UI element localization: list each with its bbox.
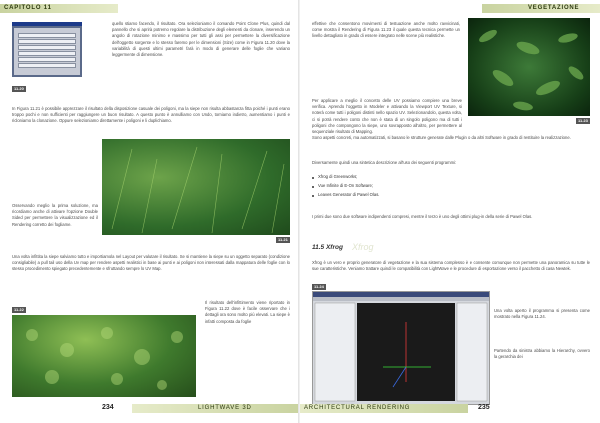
left-page-number: 234 bbox=[102, 404, 114, 411]
bullet-item: Xfrog di Greenworks; bbox=[318, 174, 358, 179]
left-header-title: CAPITOLO 11 bbox=[4, 5, 52, 11]
hedge-render-icon bbox=[12, 315, 196, 397]
right-paragraph-4: Diversamente quindi una sintetica descrizione all'uso dei seguenti programmi: bbox=[312, 160, 457, 165]
left-paragraph-3: Osservando meglio la prima soluzione, ma ricordiamo anche di attivare l'opzione Double Sided per permettere la visualizzazione ed il Rendering corretto dei fogliame. bbox=[12, 203, 98, 227]
xfrog-software-screenshot-icon bbox=[313, 292, 489, 404]
grass-render-icon bbox=[102, 139, 290, 235]
right-footer-title: ARCHITECTURAL RENDERING bbox=[304, 405, 411, 411]
right-paragraph-1: effettive che consentono movimenti di testuazione anche molto ravvicinati, come mostra il Rendering di Figura 11.23 il quale questa tecnica permette un livello dettagliato in grado di essere integrato nelle scene più realistiche. bbox=[312, 21, 460, 39]
right-page-number: 235 bbox=[478, 404, 490, 411]
bullet-dot bbox=[312, 195, 314, 197]
right-paragraph-8: Partendo da sinistra abbiamo la Hierarchy, ovvero la gerarchia dei bbox=[494, 348, 590, 360]
right-page bbox=[300, 0, 600, 423]
left-paragraph-2: In Figura 11.21 è possibile apprezzare il risultato della disposizione casuale dei poligoni, ma la siepe non risulta abbastanza fitta poiché i punti erano troppo pochi e non sufficienti per raggiungere un buon risultato. A questo punto è annulliamo con Undo, torniamo indietro, aumentiamo i punti e ricloniamo la clonazione. Oppure selezioniamo direttamente i poligoni e li duplichiamo. bbox=[12, 106, 290, 124]
bullet-item: Leaves Generator di Pawel Olas. bbox=[318, 192, 380, 197]
figure-11-21-grass bbox=[102, 139, 290, 235]
bullet-dot bbox=[312, 186, 314, 188]
figure-11-20-ui-dialog bbox=[12, 22, 82, 77]
right-paragraph-3: Sono aspetti concreti, ma automatizzati, si basano le strutture generate dalle Plugin o da altri Software in grado di restituire la realizzazione. bbox=[312, 135, 571, 140]
figure-label-11-23: 11.23 bbox=[578, 118, 588, 123]
section-heading-11-5 bbox=[312, 243, 452, 252]
right-paragraph-5: I primi due sono due software indipendenti compresi, mentre il terzo è uno degli ottimi plug-in della serie di Pawel Olas. bbox=[312, 214, 533, 219]
right-paragraph-6: Xfrog è un vero e proprio generatore di vegetazione e la sua sistema complesso è e consente comunque non permette una panoramica su tutte le sue caratteristiche. Veniamo trattare quindi le compatibilità con LightWave e le procedure di esportazione verso il pacchetto di casa Newtek. bbox=[312, 260, 590, 272]
left-footer-title: LIGHTWAVE 3D bbox=[198, 405, 252, 411]
figure-label-11-22: 11.22 bbox=[14, 307, 24, 312]
bullet-item: Vue Infinite di E-On Software; bbox=[318, 183, 374, 188]
right-header-title: VEGETAZIONE bbox=[528, 5, 580, 11]
figure-label-11-20: 11.20 bbox=[14, 86, 24, 91]
left-paragraph-1: quello stiamo facendo, il risultato. Ora selezioniamo il comando Point Clone Plus, quindi dal pannello che si aprirà potremo regolare la distribuzione degli elementi da clonare, inserendo un angolo di rotazione minimo e massimo per tutti gli assi per permettere la diversificazione dell'oggetto sorgente e lo stesso faremo per le dimensioni (Size) come in Figura 11.20 dove la variabilità di questi ultimi parametri farà in modo di generare delle foglie che variano leggermente di dimensione. bbox=[112, 21, 290, 58]
figure-label-11-24: 11.24 bbox=[314, 284, 324, 289]
figure-label-11-21: 11.21 bbox=[278, 237, 288, 242]
right-paragraph-2: Per applicare a meglio il concetto delle UV possiamo compiere una breve verifica. Aprendo l'oggetto in Modeler e attivando la Viewport UV Texture, si noterà come tutti i poligoni distinti nello spazio UV. Selezionandolo, questa volta, ci si potrà rendere conto che non è stata di un singolo poligono ma di tutti i poligoni che compongono la siepe, uno sovrapposto all'altro, per permettere al sequenziale risultato di Mapping. bbox=[312, 98, 462, 135]
section-number: 11.5 Xfrog bbox=[312, 244, 343, 251]
section-ghost-title: Xfrog bbox=[352, 242, 374, 252]
left-paragraph-4: Una volta infittita la siepe salviamo tutto e importiamola nel Layout per valutare il risultato. Se si mantiene la siepe su un oggetto separato (condizione consigliabile) a pull tail uso della Uv map per rendere aspetti realistici in base ai punti e ai poligoni non interessati dalla mappatura delle foglie con lo stesso procedimento spiegato precedentemente e sfruttando sempre lo UV Map. bbox=[12, 254, 290, 272]
ui-dialog-screenshot-icon bbox=[14, 28, 80, 75]
figure-11-22-hedge bbox=[12, 315, 196, 397]
leaves-render-icon bbox=[468, 18, 590, 116]
bullet-dot bbox=[312, 177, 314, 179]
figure-11-24-xfrog bbox=[312, 291, 490, 405]
right-paragraph-7: Una volta aperto il programma si presenta come mostrato nella Figura 11.24. bbox=[494, 308, 590, 320]
left-paragraph-5: Il risultato dell'infittimento viene riportato in Figura 11.22 dove è facile osservare che i dettagli ora sono molto più elevati. La siepe è infatti composta da foglie bbox=[205, 300, 290, 324]
figure-11-23-leaves bbox=[468, 18, 590, 116]
